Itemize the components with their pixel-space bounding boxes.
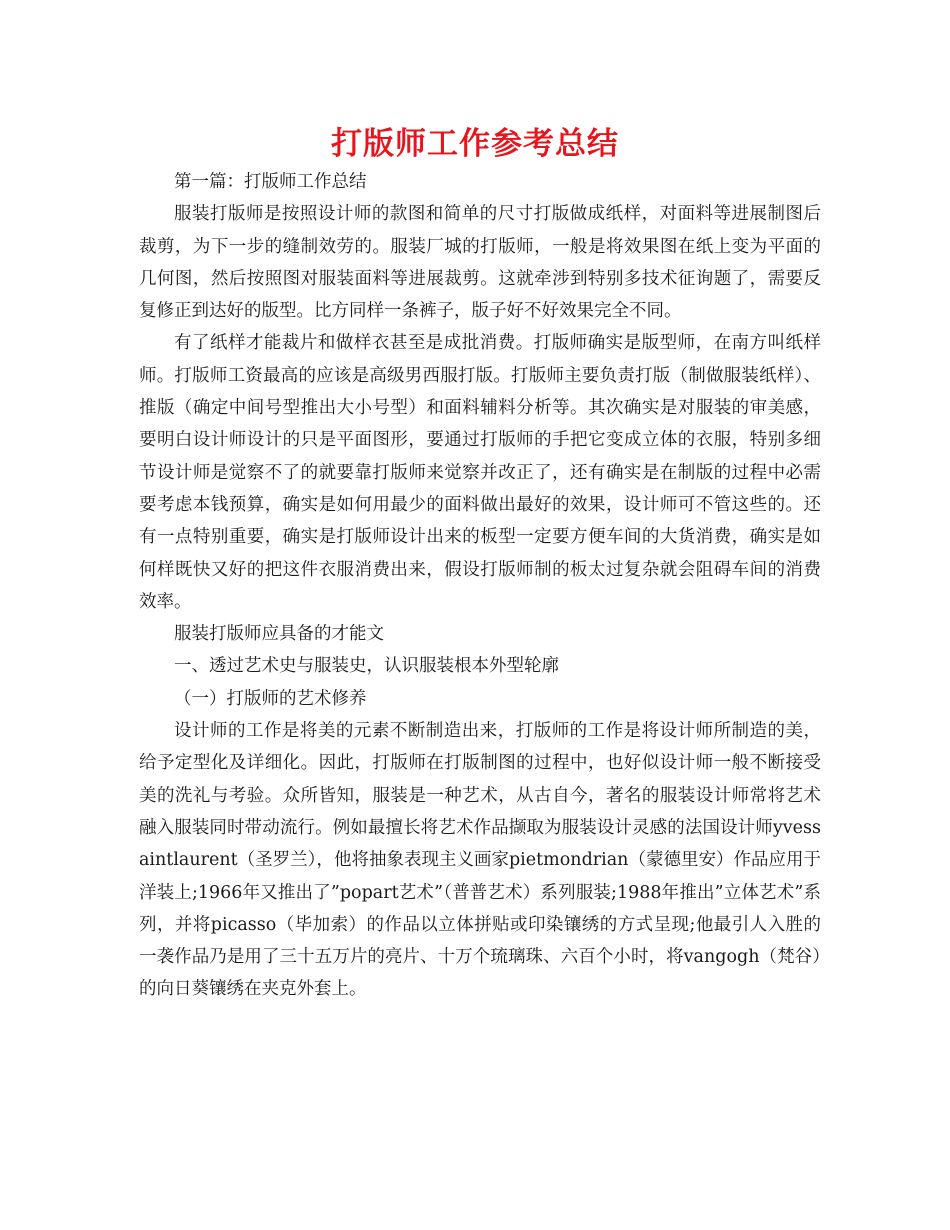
- section-heading: 第一篇：打版师工作总结: [174, 172, 367, 192]
- body-paragraph: 有了纸样才能裁片和做样衣甚至是成批消费。打版师确实是版型师，在南方叫纸样师。打版师工资最高的应该是高级男西服打版。打版师主要负责打版（制做服装纸样）、推版（确定中间号型推出大小号型）和面料辅料分析等。其次确实是对服装的审美感，要明白设计师设计的只是平面图形，要通过打版师的手把它变成立体的衣服，特别多细节设计师是觉察不了的就要靠打版师来觉察并改正了，还有确实是在制版的过程中必需要考虑本钱预算，确实是如何用最少的面料做出最好的效果，设计师可不管这些的。还有一点特别重要，确实是打版师设计出来的板型一定要方便车间的大货消费，确实是如何样既快又好的把这件衣服消费出来，假设打版师制的板太过复杂就会阻碍车间的消费效率。: [139, 333, 821, 612]
- document-body: [139, 166, 821, 1006]
- section-heading: 一、透过艺术史与服装史，认识服装根本外型轮廓: [174, 656, 559, 677]
- body-paragraph: 设计师的工作是将美的元素不断制造出来，打版师的工作是将设计师所制造的美，给予定型化及详细化。因此，打版师在打版制图的过程中，也好似设计师一般不断接受美的洗礼与考验。众所皆知，服装是一种艺术，从古自今，著名的服装设计师常将艺术融入服装同时带动流行。例如最擅长将艺术作品撷取为服装设计灵感的法国设计师yvessaintlaurent（圣罗兰），他将抽象表现主义画家pietmondrian（蒙德里安）作品应用于洋装上;1966年又推出了”popart艺术”（普普艺术）系列服装;1988年推出”立体艺术”系列，并将picasso（毕加索）的作品以立体拼贴或印染镶绣的方式呈现;他最引人入胜的一袭作品乃是用了三十五万片的亮片、十万个琉璃珠、六百个小时，将vangogh（梵谷）的向日葵镶绣在夹克外套上。: [139, 721, 821, 1000]
- document-title: 打版师工作参考总结: [331, 126, 619, 162]
- subsection-heading: （一）打版师的艺术修养: [174, 688, 367, 709]
- body-paragraph: 服装打版师是按照设计师的款图和简单的尺寸打版做成纸样，对面料等进展制图后裁剪，为下一步的缝制效劳的。服装厂城的打版师，一般是将效果图在纸上变为平面的几何图，然后按照图对服装面料等进展裁剪。这就牵涉到特别多技术征询题了，需要反复修正到达好的版型。比方同样一条裤子，版子好不好效果完全不同。: [139, 204, 821, 322]
- section-heading: 服装打版师应具备的才能文: [174, 624, 384, 645]
